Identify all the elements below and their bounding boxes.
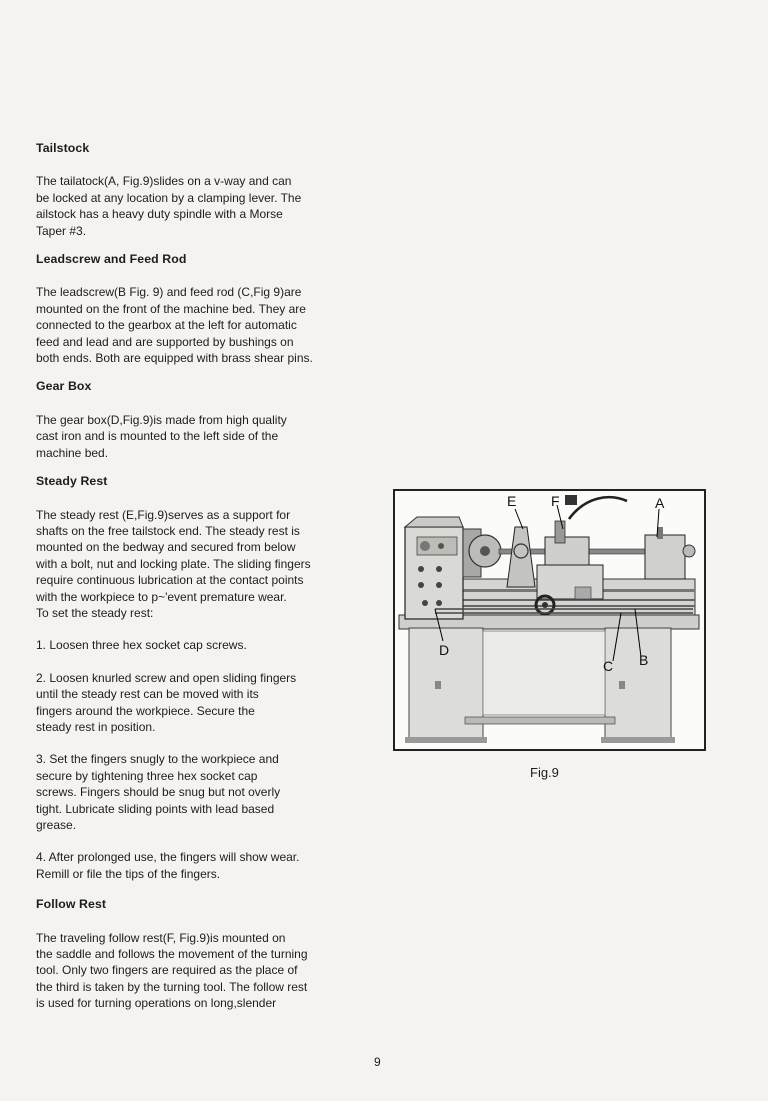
steady-rest-step: 1. Loosen three hex socket cap screws. — [36, 638, 247, 653]
tailstock-paragraph: The tailatock(A, Fig.9)slides on a v-way and can be locked at any location by a clamping lever. The ailstock has a heavy duty spindle with a Morse Taper #3. — [36, 174, 302, 238]
tailstock-heading: Tailstock — [36, 141, 90, 155]
callout-f-label: F — [551, 493, 560, 509]
callout-e-label: E — [507, 493, 517, 509]
steady-rest-step: 3. Set the fingers snugly to the workpiece and secure by tightening three hex socket cap screws. Fingers should be snug but not overly tight. Lubricate sliding points with lead based grease. — [36, 752, 281, 832]
callout-d-label: D — [439, 642, 450, 658]
steady-rest-step: 4. After prolonged use, the fingers will show wear. Remill or file the tips of the fingers. — [36, 850, 300, 881]
steady-rest-heading: Steady Rest — [36, 474, 108, 489]
steady-rest-paragraph: The steady rest (E,Fig.9)serves as a support for shafts on the free tailstock end. The steady rest is mounted on the bedway and secured from below with a bolt, nut and locking plate. The sliding fingers require continuous lubrication at the contact points with the workpiece to p~'event premature wear. To set the steady rest: — [36, 507, 311, 620]
steady-rest-step: 2. Loosen knurled screw and open sliding fingers until the steady rest can be moved with its fingers around the workpiece. Secure the steady rest in position. — [36, 670, 297, 734]
text-column — [36, 140, 358, 1012]
callout-b-label: B — [639, 652, 649, 668]
callout-a-label: A — [655, 495, 665, 511]
gearbox-paragraph: The gear box(D,Fig.9)is made from high quality cast iron and is mounted to the left side of the machine bed. — [36, 412, 287, 460]
leadscrew-heading: Leadscrew and Feed Rod — [36, 252, 187, 267]
leadscrew-paragraph: The leadscrew(B Fig. 9) and feed rod (C,Fig 9)are mounted on the front of the machine bed. They are connected to the gearbox at the left for automatic feed and lead and are supported by bushings on both ends. Both are equipped with brass shear pins. — [36, 285, 313, 366]
follow-rest-heading: Follow Rest — [36, 897, 107, 912]
lathe-figure — [393, 489, 706, 751]
gearbox-heading: Gear Box — [36, 379, 92, 394]
page-number: 9 — [374, 1055, 381, 1069]
callout-c-label: C — [603, 658, 614, 674]
lathe-illustration — [395, 491, 704, 749]
follow-rest-paragraph: The traveling follow rest(F, Fig.9)is mounted on the saddle and follows the movement of the turning tool. Only two fingers are required as the place of the third is taken by the turning tool. The follow rest is used for turning operations on long,slender — [36, 930, 308, 1011]
figure-caption: Fig.9 — [530, 765, 559, 780]
